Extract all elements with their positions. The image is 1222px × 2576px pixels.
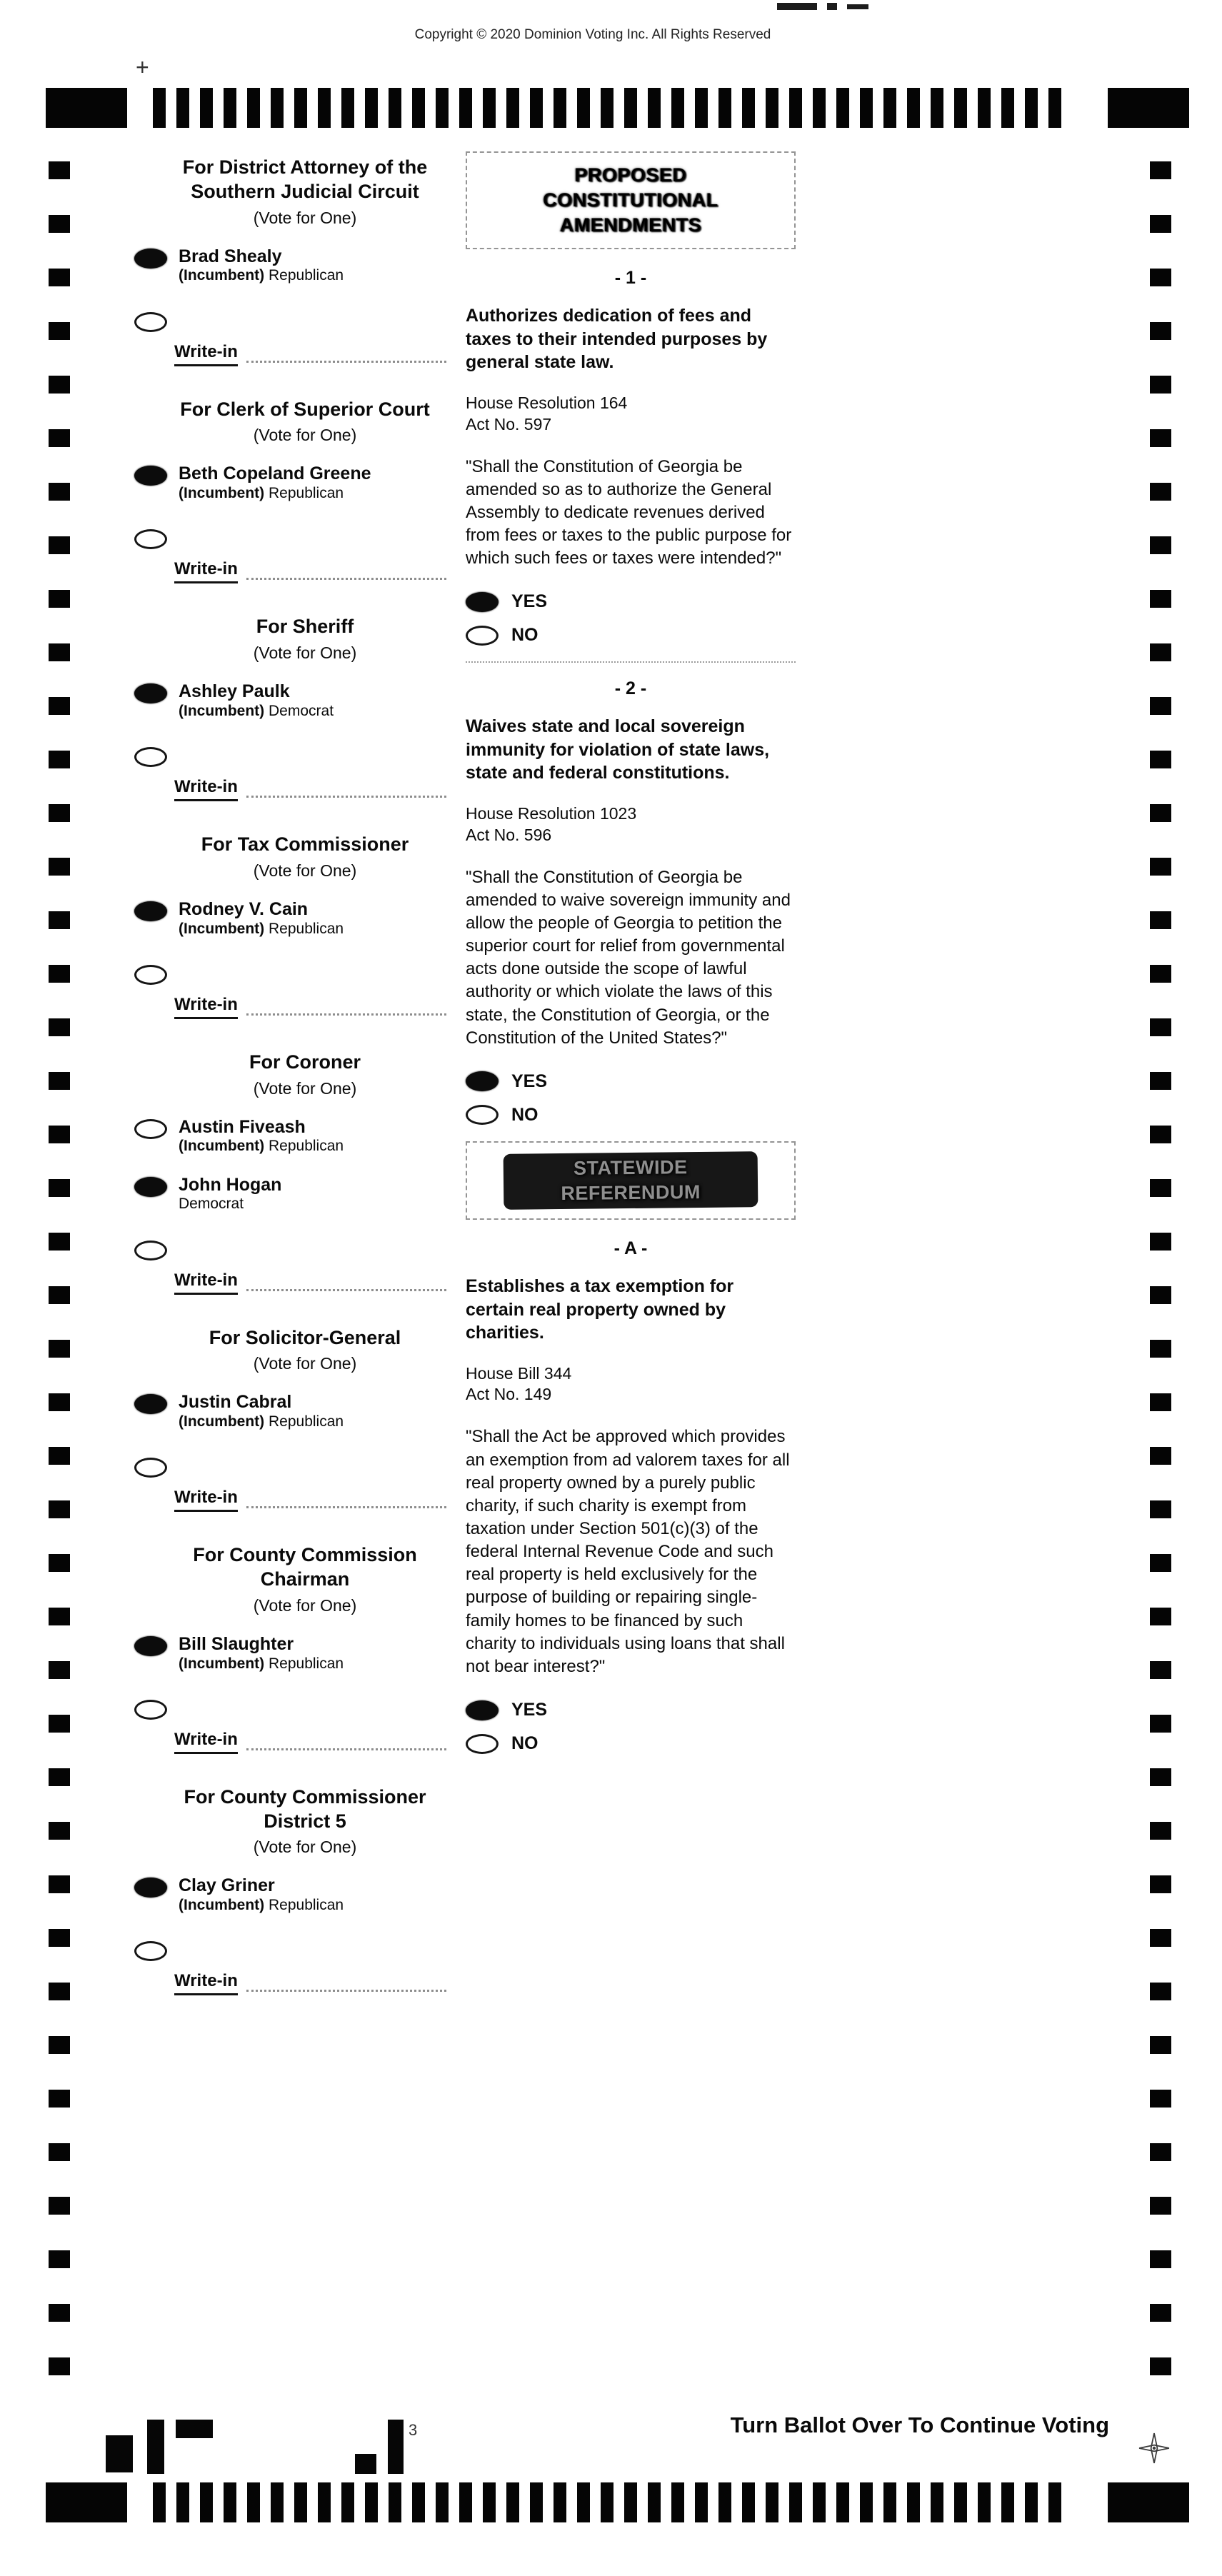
write-in-line[interactable] bbox=[246, 1748, 446, 1750]
registration-plus-mark: + bbox=[136, 54, 149, 80]
scan-artifact bbox=[827, 3, 837, 10]
measure-reference bbox=[466, 1363, 796, 1406]
timing-band-top bbox=[46, 88, 1189, 128]
candidate-party bbox=[179, 1195, 281, 1213]
contest-tax-commissioner bbox=[134, 833, 476, 1019]
barcode-mark bbox=[355, 2454, 376, 2474]
write-in-line[interactable] bbox=[246, 1013, 446, 1016]
write-in-line[interactable] bbox=[246, 1506, 446, 1508]
yes-label: YES bbox=[511, 1700, 548, 1720]
write-in-label: Write-in bbox=[174, 777, 238, 801]
candidate-name: Brad Shealy bbox=[179, 246, 282, 266]
vote-for-instruction: (Vote for One) bbox=[253, 1838, 357, 1857]
contest-title: For Tax Commissioner bbox=[201, 833, 409, 855]
write-in-line[interactable] bbox=[246, 361, 446, 363]
no-label: NO bbox=[511, 1104, 539, 1125]
measure-ref-line: House Bill 344 bbox=[466, 1363, 572, 1383]
incumbent-tag: (Incumbent) bbox=[179, 1413, 265, 1430]
measure-ref-line: Act No. 149 bbox=[466, 1385, 552, 1404]
vote-oval[interactable] bbox=[134, 1241, 167, 1261]
party-name: Democrat bbox=[179, 1196, 244, 1213]
yes-label: YES bbox=[511, 591, 548, 612]
referendum-header-box bbox=[466, 1141, 796, 1220]
vote-oval[interactable] bbox=[466, 592, 499, 612]
referendum-header-text: STATEWIDE REFERENDUM bbox=[504, 1151, 758, 1210]
candidate-party bbox=[179, 1413, 344, 1431]
yes-option[interactable] bbox=[466, 1071, 796, 1092]
contest-district-attorney bbox=[134, 156, 476, 366]
timing-rail-left bbox=[49, 161, 70, 2375]
write-in-option[interactable] bbox=[134, 1939, 476, 1961]
contest-sheriff bbox=[134, 615, 476, 801]
write-in-label: Write-in bbox=[174, 342, 238, 366]
candidate-name: Clay Griner bbox=[179, 1875, 275, 1896]
incumbent-tag: (Incumbent) bbox=[179, 920, 265, 937]
timing-square bbox=[1108, 2482, 1189, 2522]
measure-reference bbox=[466, 803, 796, 846]
candidate-option[interactable] bbox=[134, 463, 476, 503]
write-in-option[interactable] bbox=[134, 1455, 476, 1478]
measure-number: - 2 - bbox=[614, 678, 647, 699]
vote-oval[interactable] bbox=[134, 683, 167, 703]
vote-for-instruction: (Vote for One) bbox=[253, 426, 357, 445]
measure-ref-line: Act No. 596 bbox=[466, 825, 552, 844]
candidate-option[interactable] bbox=[134, 1634, 476, 1673]
write-in-line[interactable] bbox=[246, 1990, 446, 1992]
write-in-line[interactable] bbox=[246, 1289, 446, 1291]
candidate-text bbox=[179, 1875, 344, 1915]
party-name: Republican bbox=[269, 920, 344, 937]
measure-question: "Shall the Constitution of Georgia be amended so as to authorize the General Assembly to dedicate revenues derived from fees or taxes to the public purpose for which such fees or taxes were intended?" bbox=[466, 456, 792, 568]
write-in-label: Write-in bbox=[174, 1971, 238, 1995]
timing-band-bottom bbox=[46, 2482, 1189, 2522]
timing-bars bbox=[153, 88, 1063, 128]
contest-title: For Sheriff bbox=[256, 616, 354, 638]
no-label: NO bbox=[511, 625, 539, 646]
measure-question: "Shall the Constitution of Georgia be amended to waive sovereign immunity and allow the people of Georgia to petition the superior court for relief from governmental acts done outside the scope of lawful authority or which violate the laws of this state, the Constitution of Georgia, or the Constitution of the United States?" bbox=[466, 867, 791, 1048]
candidate-option[interactable] bbox=[134, 1175, 476, 1214]
write-in-row bbox=[174, 1971, 476, 1995]
measure-number: - A - bbox=[613, 1238, 648, 1259]
party-name: Republican bbox=[269, 1413, 344, 1430]
contest-title: For County Commission Chairman bbox=[193, 1544, 417, 1590]
vote-oval[interactable] bbox=[134, 1941, 167, 1961]
measure-question: "Shall the Act be approved which provides an exemption from ad valorem taxes for all real property owned by a purely public charity, if such charity is exempt from taxation under Section 501(c)(3) of the federal Internal Revenue Code and such real property is held exclusively for the purpose of building or repairing single-family homes to be financed by such charity to individuals using loans that shall not bear interest?" bbox=[466, 1427, 790, 1676]
measure-summary: Waives state and local sovereign immunity for violation of state laws, state and federal constitutions. bbox=[466, 716, 770, 783]
candidate-text bbox=[179, 1175, 281, 1214]
amendments-header-text: PROPOSED CONSTITUTIONAL AMENDMENTS bbox=[543, 164, 718, 236]
vote-for-instruction: (Vote for One) bbox=[253, 861, 357, 880]
write-in-row bbox=[174, 1730, 476, 1754]
measure-summary: Authorizes dedication of fees and taxes to their intended purposes by general state law. bbox=[466, 306, 768, 373]
candidate-text bbox=[179, 1634, 344, 1673]
vote-oval[interactable] bbox=[466, 1700, 499, 1720]
contest-title: For Clerk of Superior Court bbox=[180, 398, 430, 420]
measure-amendment-1 bbox=[466, 268, 796, 646]
candidate-text bbox=[179, 1392, 344, 1431]
write-in-row bbox=[174, 1488, 476, 1512]
measure-amendment-2 bbox=[466, 661, 796, 1126]
write-in-label: Write-in bbox=[174, 1488, 238, 1512]
write-in-row bbox=[174, 342, 476, 366]
no-label: NO bbox=[511, 1733, 539, 1754]
contests-column bbox=[134, 156, 476, 2027]
write-in-option[interactable] bbox=[134, 745, 476, 767]
timing-rail-right bbox=[1150, 161, 1171, 2375]
timing-square bbox=[46, 2482, 127, 2522]
candidate-name: Justin Cabral bbox=[179, 1392, 292, 1413]
write-in-option[interactable] bbox=[134, 963, 476, 985]
contest-title: For County Commissioner District 5 bbox=[184, 1785, 426, 1832]
party-name: Democrat bbox=[269, 702, 334, 719]
vote-oval[interactable] bbox=[134, 1636, 167, 1656]
yes-option[interactable] bbox=[466, 1700, 796, 1720]
candidate-name: Ashley Paulk bbox=[179, 681, 290, 701]
write-in-row bbox=[174, 1271, 476, 1295]
candidate-option[interactable] bbox=[134, 899, 476, 938]
candidate-text bbox=[179, 463, 371, 503]
party-name: Republican bbox=[269, 1897, 344, 1913]
no-option[interactable] bbox=[466, 1733, 796, 1754]
barcode-mark bbox=[106, 2435, 133, 2472]
candidate-party bbox=[179, 702, 334, 721]
write-in-option[interactable] bbox=[134, 310, 476, 332]
vote-oval[interactable] bbox=[134, 1700, 167, 1720]
candidate-option[interactable] bbox=[134, 1392, 476, 1431]
candidate-party bbox=[179, 1655, 344, 1673]
vote-for-instruction: (Vote for One) bbox=[253, 643, 357, 662]
contest-clerk-superior-court bbox=[134, 398, 476, 584]
candidate-name: Beth Copeland Greene bbox=[179, 463, 371, 484]
candidate-name: Rodney V. Cain bbox=[179, 898, 309, 919]
party-name: Republican bbox=[269, 267, 344, 284]
vote-oval[interactable] bbox=[134, 466, 167, 486]
yes-label: YES bbox=[511, 1071, 548, 1091]
incumbent-tag: (Incumbent) bbox=[179, 485, 265, 501]
candidate-party bbox=[179, 266, 344, 285]
vote-oval[interactable] bbox=[134, 1394, 167, 1414]
candidate-option[interactable] bbox=[134, 246, 476, 286]
yes-option[interactable] bbox=[466, 591, 796, 612]
vote-oval[interactable] bbox=[134, 312, 167, 332]
vote-oval[interactable] bbox=[134, 1458, 167, 1478]
scan-artifact bbox=[847, 4, 868, 9]
candidate-text bbox=[179, 899, 344, 938]
measure-summary: Establishes a tax exemption for certain real property owned by charities. bbox=[466, 1276, 734, 1343]
party-name: Republican bbox=[269, 485, 344, 501]
write-in-line[interactable] bbox=[246, 578, 446, 580]
candidate-option[interactable] bbox=[134, 681, 476, 721]
candidate-party bbox=[179, 1896, 344, 1915]
candidate-text bbox=[179, 1117, 344, 1156]
write-in-label: Write-in bbox=[174, 559, 238, 583]
candidate-party bbox=[179, 1137, 344, 1156]
candidate-name: Bill Slaughter bbox=[179, 1633, 294, 1654]
copyright-line: Copyright © 2020 Dominion Voting Inc. All Rights Reserved bbox=[414, 27, 771, 42]
vote-oval[interactable] bbox=[134, 901, 167, 921]
measures-column bbox=[466, 151, 796, 1770]
vote-oval[interactable] bbox=[134, 1878, 167, 1898]
vote-for-instruction: (Vote for One) bbox=[253, 1354, 357, 1373]
write-in-option[interactable] bbox=[134, 527, 476, 549]
candidate-option[interactable] bbox=[134, 1117, 476, 1156]
party-name: Republican bbox=[269, 1655, 344, 1672]
write-in-line[interactable] bbox=[246, 796, 446, 798]
candidate-text bbox=[179, 681, 334, 721]
incumbent-tag: (Incumbent) bbox=[179, 1138, 265, 1155]
barcode-mark bbox=[147, 2420, 164, 2474]
vote-oval[interactable] bbox=[134, 249, 167, 269]
barcode-digit: 3 bbox=[409, 2421, 418, 2439]
candidate-name: John Hogan bbox=[179, 1174, 282, 1195]
measure-ref-line: House Resolution 164 bbox=[466, 393, 628, 412]
write-in-row bbox=[174, 995, 476, 1019]
candidate-party bbox=[179, 920, 344, 938]
no-option[interactable] bbox=[466, 625, 796, 646]
vote-oval[interactable] bbox=[466, 1105, 499, 1125]
vote-for-instruction: (Vote for One) bbox=[253, 1078, 357, 1098]
vote-for-instruction: (Vote for One) bbox=[253, 208, 357, 227]
write-in-option[interactable] bbox=[134, 1238, 476, 1261]
barcode-mark bbox=[176, 2420, 213, 2438]
candidate-option[interactable] bbox=[134, 1875, 476, 1915]
measure-ref-line: Act No. 597 bbox=[466, 414, 552, 433]
measure-ref-line: House Resolution 1023 bbox=[466, 803, 637, 823]
contest-title: For District Attorney of the Southern Judicial Circuit bbox=[182, 156, 428, 202]
party-name: Republican bbox=[269, 1138, 344, 1155]
vote-oval[interactable] bbox=[134, 1119, 167, 1139]
incumbent-tag: (Incumbent) bbox=[179, 1897, 265, 1913]
write-in-row bbox=[174, 777, 476, 801]
write-in-option[interactable] bbox=[134, 1698, 476, 1720]
amendments-header-box bbox=[466, 151, 796, 249]
measure-reference bbox=[466, 393, 796, 436]
vote-oval[interactable] bbox=[466, 626, 499, 646]
scan-artifact bbox=[777, 3, 817, 10]
write-in-label: Write-in bbox=[174, 1271, 238, 1295]
candidate-party bbox=[179, 484, 371, 503]
timing-square bbox=[46, 88, 127, 128]
vote-oval[interactable] bbox=[134, 747, 167, 767]
no-option[interactable] bbox=[466, 1105, 796, 1126]
timing-square bbox=[1108, 88, 1189, 128]
vote-oval[interactable] bbox=[134, 529, 167, 549]
contest-county-commission-chairman bbox=[134, 1543, 476, 1754]
vote-oval[interactable] bbox=[134, 1177, 167, 1197]
incumbent-tag: (Incumbent) bbox=[179, 702, 265, 719]
contest-title: For Solicitor-General bbox=[209, 1326, 401, 1348]
incumbent-tag: (Incumbent) bbox=[179, 267, 265, 284]
compass-registration-icon bbox=[1138, 2432, 1170, 2464]
candidate-text bbox=[179, 246, 344, 286]
contest-title: For Coroner bbox=[249, 1051, 361, 1073]
measure-referendum-a bbox=[466, 1238, 796, 1754]
write-in-label: Write-in bbox=[174, 1730, 238, 1754]
barcode-mark bbox=[388, 2420, 404, 2474]
measure-number: - 1 - bbox=[614, 268, 647, 289]
vote-oval[interactable] bbox=[466, 1071, 499, 1091]
incumbent-tag: (Incumbent) bbox=[179, 1655, 265, 1672]
vote-oval[interactable] bbox=[134, 965, 167, 985]
candidate-name: Austin Fiveash bbox=[179, 1116, 306, 1137]
write-in-row bbox=[174, 559, 476, 583]
contest-coroner bbox=[134, 1051, 476, 1295]
contest-solicitor-general bbox=[134, 1326, 476, 1513]
write-in-label: Write-in bbox=[174, 995, 238, 1019]
contest-county-commissioner-district-5 bbox=[134, 1785, 476, 1996]
timing-bars bbox=[153, 2482, 1063, 2522]
turn-ballot-over-instruction: Turn Ballot Over To Continue Voting bbox=[730, 2412, 1109, 2437]
vote-oval[interactable] bbox=[466, 1734, 499, 1754]
vote-for-instruction: (Vote for One) bbox=[253, 1595, 357, 1615]
